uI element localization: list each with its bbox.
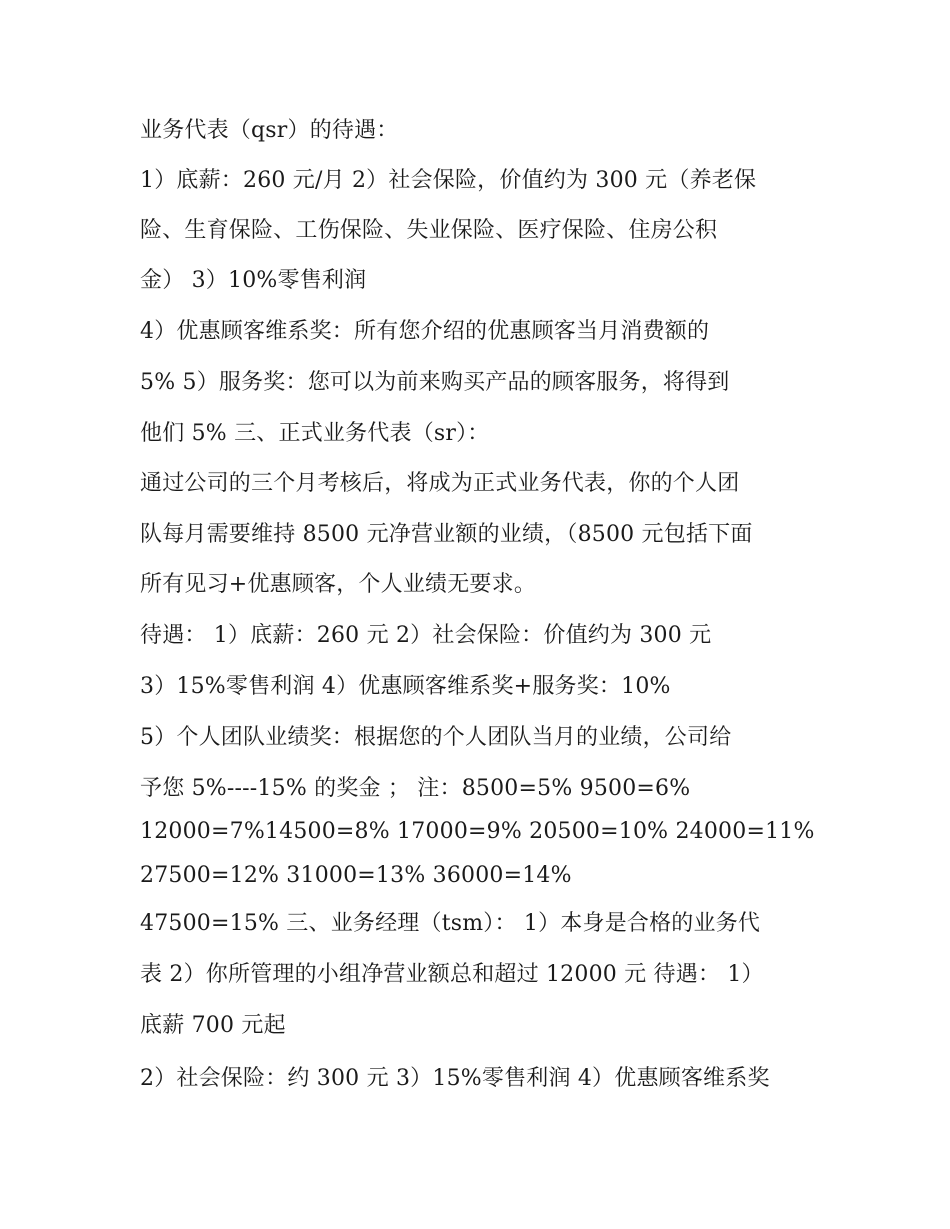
text-line: 队每月需要维持 8500 元净营业额的业绩，（8500 元包括下面 xyxy=(140,522,753,547)
text-line: 5）个人团队业绩奖：根据您的个人团队当月的业绩，公司给 xyxy=(140,725,732,750)
text-line: 通过公司的三个月考核后，将成为正式业务代表，你的个人团 xyxy=(140,471,740,496)
text-line: 所有见习+优惠顾客，个人业绩无要求。 xyxy=(140,572,537,597)
text-line: 底薪 700 元起 xyxy=(140,1013,286,1038)
text-line: 12000=7%14500=8% 17000=9% 20500=10% 24000=11% xyxy=(140,819,815,844)
text-line: 业务代表（qsr）的待遇： xyxy=(140,118,399,143)
text-line: 险、生育保险、工伤保险、失业保险、医疗保险、住房公积 xyxy=(140,218,718,243)
text-line: 47500=15% 三、业务经理（tsm）： 1）本身是合格的业务代 xyxy=(140,911,761,936)
text-line: 表 2）你所管理的小组净营业额总和超过 12000 元 待遇： 1） xyxy=(140,962,764,987)
text-line: 予您 5%----15% 的奖金 ； 注：8500=5% 9500=6% xyxy=(140,776,691,801)
text-line: 5% 5）服务奖：您可以为前来购买产品的顾客服务，将得到 xyxy=(140,370,730,395)
text-line: 他们 5% 三、正式业务代表（sr）： xyxy=(140,421,490,446)
text-line: 3）15%零售利润 4）优惠顾客维系奖+服务奖：10% xyxy=(140,674,671,699)
text-line: 金） 3）10%零售利润 xyxy=(140,268,367,293)
text-line: 待遇： 1）底薪：260 元 2）社会保险：价值约为 300 元 xyxy=(140,623,712,648)
text-line: 2）社会保险：约 300 元 3）15%零售利润 4）优惠顾客维系奖 xyxy=(140,1066,770,1091)
text-line: 27500=12% 31000=13% 36000=14% xyxy=(140,863,572,888)
text-line: 4）优惠顾客维系奖：所有您介绍的优惠顾客当月消费额的 xyxy=(140,319,710,344)
text-line: 1）底薪：260 元/月 2）社会保险，价值约为 300 元（养老保 xyxy=(140,168,757,193)
